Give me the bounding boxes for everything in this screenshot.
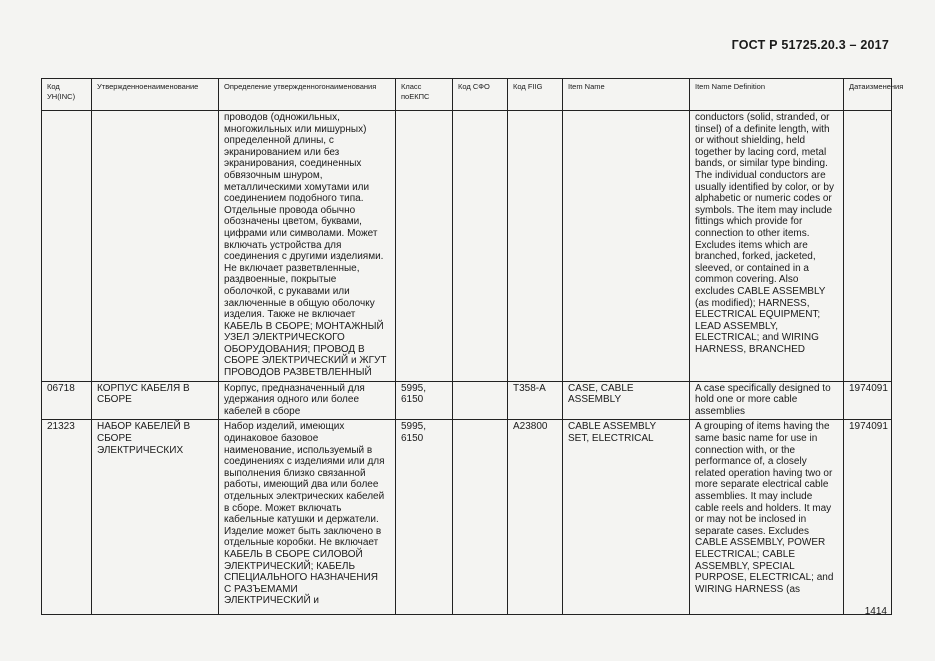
cell-text: symbols. The item may include <box>695 204 833 216</box>
cell-text: Набор изделий, имеющих <box>224 421 345 433</box>
header-text: Дата <box>849 82 866 91</box>
header-text: наименования <box>325 82 377 91</box>
cell-text: проводов (одножильных, <box>224 112 340 123</box>
col-inc-cell <box>42 381 92 420</box>
document-code: ГОСТ Р 51725.20.3 – 2017 <box>731 38 889 52</box>
cell-text: 5995, <box>401 382 427 394</box>
col-fiig-header <box>508 79 563 111</box>
cell-text: or without shielding, held <box>695 135 806 147</box>
cell-text: наименование, используемый в <box>224 444 373 456</box>
cell-text: A case specifically designed to <box>695 382 831 394</box>
col-item-definition-cell <box>690 420 844 615</box>
col-class-header <box>396 79 453 111</box>
cell-text: ЭЛЕКТРИЧЕСКИХ <box>97 444 184 456</box>
cell-text: раздвоенные, покрытые <box>224 274 337 286</box>
col-definition-cell <box>219 381 396 420</box>
table-row <box>42 381 892 420</box>
cell-text: оболочкой, с рукавами или <box>224 285 350 297</box>
cell-text: включать устройства для <box>224 239 342 251</box>
cell-text: or may not be inclosed in <box>695 514 807 526</box>
cell-text: CABLE ASSEMBLY <box>568 421 657 433</box>
cell-text: branched, forked, jacketed, <box>695 251 816 263</box>
cell-text: 06718 <box>47 382 75 394</box>
cell-text: connection to other items. <box>695 227 810 239</box>
col-sfo-cell <box>453 111 508 382</box>
col-approved-name-cell <box>92 381 219 420</box>
cell-text: соединениях с изделиями или для <box>224 456 385 468</box>
cell-text: assemblies. It may include <box>695 491 813 502</box>
cell-text: (as modified); HARNESS, <box>695 297 810 309</box>
cell-text: LEAD ASSEMBLY, <box>695 320 779 332</box>
cell-text: НАБОР КАБЕЛЕЙ В <box>97 421 191 433</box>
cell-text: usually identified by color, or by <box>695 181 834 193</box>
cell-text: изделия. Также не включает <box>224 309 356 321</box>
cell-text: СБОРЕ <box>97 433 132 445</box>
cell-text: 5995, <box>401 421 427 433</box>
cell-text: одинаковое базовое <box>224 433 319 445</box>
cell-text: ELECTRICAL; CABLE <box>695 548 796 560</box>
cell-text: related operation having two or <box>695 467 833 479</box>
cell-text: ПРОВОДОВ РАЗВЕТВЛЕННЫЙ <box>224 367 372 379</box>
col-approved-name-cell <box>92 111 219 382</box>
col-fiig-cell <box>508 420 563 615</box>
cell-text: alphabetic or numeric codes or <box>695 193 832 205</box>
cell-text: КАБЕЛЬ В СБОРЕ; МОНТАЖНЫЙ <box>224 320 384 332</box>
header-text: Определение утвержденного <box>224 82 326 91</box>
cell-text: sleeved, or contained in a <box>695 262 809 274</box>
col-item-name-cell <box>563 111 690 382</box>
cell-text: обвязочным шнуром, <box>224 169 323 181</box>
header-text: изменения <box>865 82 904 91</box>
cell-text: СБОРЕ ЭЛЕКТРИЧЕСКИЙ и ЖГУТ <box>224 355 387 367</box>
cell-text: Корпус, предназначенный для <box>224 382 365 394</box>
cell-text: 6150 <box>401 394 424 406</box>
col-inc-cell <box>42 111 92 382</box>
cell-text: separate cases. Excludes <box>695 525 809 537</box>
cell-text: together by lacing cord, metal <box>695 146 827 158</box>
cell-text: The individual conductors are <box>695 169 826 181</box>
header-text: Item Name Definition <box>695 82 766 91</box>
col-date-header <box>844 79 904 111</box>
table-header-row <box>42 79 892 111</box>
cell-text: ELECTRICAL; and WIRING <box>695 332 819 344</box>
col-approved-name-header <box>92 79 219 111</box>
cell-text: more separate electrical cable <box>695 479 829 491</box>
col-item-definition-cell <box>690 381 844 420</box>
cell-text: CASE, CABLE <box>568 382 634 394</box>
cell-text: cable reels and holders. It may <box>695 502 832 514</box>
col-class-cell <box>396 420 453 615</box>
cell-text: tinsel) of a definite length, with <box>695 123 830 135</box>
table-row <box>42 111 892 382</box>
header-text: наименование <box>147 82 199 91</box>
cell-text: conductors (solid, stranded, or <box>695 112 830 123</box>
cell-text: connection with, or the <box>695 444 796 456</box>
cell-text: кабелей в сборе <box>224 405 301 417</box>
header-text: Утвержденное <box>97 82 148 91</box>
col-class-cell <box>396 111 453 382</box>
cell-text: Отдельные провода обычно <box>224 204 356 216</box>
cell-text: металлическими хомутами или <box>224 181 370 193</box>
cell-text: excludes CABLE ASSEMBLY <box>695 285 826 297</box>
cell-text: отдельных электрических кабелей <box>224 491 385 502</box>
col-definition-cell <box>219 420 396 615</box>
cell-text: КОРПУС КАБЕЛЯ В <box>97 382 190 394</box>
cell-text: performance of, a closely <box>695 456 807 468</box>
cell-text: С РАЗЪЕМАМИ <box>224 583 298 595</box>
col-sfo-cell <box>453 420 508 615</box>
cell-text: кабельные катушки и держатели. <box>224 514 379 526</box>
cell-text: заключенные в общую оболочку <box>224 297 375 309</box>
cell-text: цифрами или символами. Может <box>224 227 378 239</box>
header-text: Код СФО <box>458 82 490 91</box>
col-approved-name-cell <box>92 420 219 615</box>
cell-text: 1974091 <box>849 421 888 433</box>
header-text: (INC) <box>57 91 76 101</box>
cell-text: common covering. Also <box>695 274 799 286</box>
col-inc-header <box>42 79 92 111</box>
cell-text: Excludes items which are <box>695 239 808 251</box>
header-text: Item Name <box>568 82 605 91</box>
col-fiig-cell <box>508 381 563 420</box>
cell-text: удержания одного или более <box>224 394 360 406</box>
cell-text: КАБЕЛЬ В СБОРЕ СИЛОВОЙ <box>224 548 363 560</box>
cell-text: same basic name for use in <box>695 433 818 445</box>
cell-text: экранирования, соединенных <box>224 158 362 170</box>
cell-text: WIRING HARNESS (as <box>695 583 801 595</box>
cell-text: ASSEMBLY, SPECIAL <box>695 560 795 572</box>
cell-text: 21323 <box>47 421 75 433</box>
col-inc-cell <box>42 420 92 615</box>
cell-text: PURPOSE, ELECTRICAL; and <box>695 572 834 584</box>
col-item-name-cell <box>563 420 690 615</box>
cell-text: многожильных или мишурных) <box>224 123 367 135</box>
cell-text: bands, or similar type binding. <box>695 158 828 170</box>
cell-text: определенной длины, с <box>224 135 334 147</box>
col-definition-header <box>219 79 396 111</box>
cell-text: соединением подобного типа. <box>224 193 364 205</box>
cell-text: соединения с другими изделиями. <box>224 251 384 263</box>
cell-text: обозначены цветом, буквами, <box>224 216 362 228</box>
header-text: ЕКПС <box>409 91 430 101</box>
cell-text: Не включает разветвленные, <box>224 262 360 274</box>
cell-text: СПЕЦИАЛЬНОГО НАЗНАЧЕНИЯ <box>224 572 378 584</box>
cell-text: выполнения близко связанной <box>224 467 366 479</box>
col-sfo-cell <box>453 381 508 420</box>
col-fiig-cell <box>508 111 563 382</box>
cell-text: 6150 <box>401 433 424 445</box>
cell-text: в сборе. Может включать <box>224 502 342 514</box>
cell-text: ЭЛЕКТРИЧЕСКИЙ; КАБЕЛЬ <box>224 560 356 572</box>
cell-text: отдельные коробки. Не включает <box>224 537 379 549</box>
col-item-definition-cell <box>690 111 844 382</box>
cell-text: Изделие может быть заключено в <box>224 525 382 537</box>
cell-text: T358-A <box>513 382 546 394</box>
cell-text: fittings which provide for <box>695 216 803 228</box>
page-number: 1414 <box>864 606 887 617</box>
cell-text: A grouping of items having the <box>695 421 830 433</box>
col-item-name-header <box>563 79 690 111</box>
col-class-cell <box>396 381 453 420</box>
table-row <box>42 420 892 615</box>
col-date-cell <box>844 111 892 382</box>
cell-text: ОБОРУДОВАНИЯ; ПРОВОД В <box>224 343 365 355</box>
header-text: Код FIIG <box>513 82 543 91</box>
col-date-cell <box>844 381 892 420</box>
cell-text: УЗЕЛ ЭЛЕКТРИЧЕСКОГО <box>224 332 345 344</box>
cell-text: HARNESS, BRANCHED <box>695 343 806 355</box>
col-definition-cell <box>219 111 396 382</box>
classification-table <box>41 78 904 615</box>
col-sfo-header <box>453 79 508 111</box>
header-text: Класс по <box>401 82 422 101</box>
col-date-cell <box>844 420 892 615</box>
cell-text: CABLE ASSEMBLY, POWER <box>695 537 826 549</box>
cell-text: СБОРЕ <box>97 394 132 406</box>
cell-text: 1974091 <box>849 382 888 394</box>
cell-text: A23800 <box>513 421 548 433</box>
col-item-name-cell <box>563 381 690 420</box>
cell-text: hold one or more cable <box>695 394 798 406</box>
cell-text: ASSEMBLY <box>568 394 622 406</box>
header-text: Код УН <box>47 82 60 101</box>
cell-text: экранированием или без <box>224 146 340 158</box>
cell-text: SET, ELECTRICAL <box>568 433 654 445</box>
cell-text: assemblies <box>695 405 746 417</box>
col-item-definition-header <box>690 79 844 111</box>
cell-text: ЭЛЕКТРИЧЕСКИЙ и <box>224 595 319 607</box>
cell-text: работы, имеющий два или более <box>224 479 379 491</box>
cell-text: ELECTRICAL EQUIPMENT; <box>695 309 821 321</box>
